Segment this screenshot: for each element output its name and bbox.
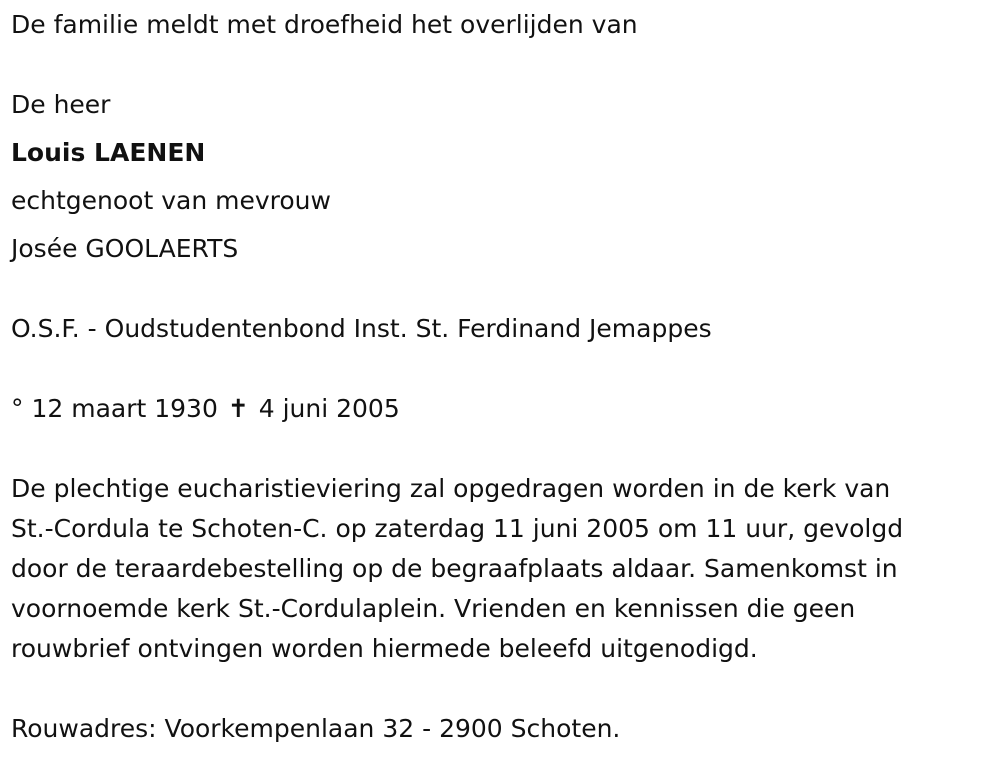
- mourning-address: Rouwadres: Voorkempenlaan 32 - 2900 Schoten.: [11, 714, 621, 743]
- birth-date: 12 maart 1930: [31, 394, 218, 423]
- ceremony-line: De plechtige eucharistieviering zal opgedragen worden in de kerk van: [11, 474, 891, 503]
- deceased-name: Louis LAENEN: [11, 138, 206, 167]
- ceremony-line: rouwbrief ontvingen worden hiermede beleefd uitgenodigd.: [11, 634, 758, 663]
- salutation: De heer: [11, 90, 111, 119]
- spouse-name: Josée GOOLAERTS: [11, 234, 239, 263]
- ceremony-line: door de teraardebestelling op de begraafplaats aldaar. Samenkomst in: [11, 554, 898, 583]
- life-dates: [11, 394, 400, 424]
- ceremony-line: St.-Cordula te Schoten-C. op zaterdag 11 juni 2005 om 11 uur, gevolgd: [11, 514, 904, 543]
- relation-text: echtgenoot van mevrouw: [11, 186, 331, 215]
- cross-icon: ✝: [227, 394, 249, 423]
- intro-text: De familie meldt met droefheid het overlijden van: [11, 10, 638, 39]
- ceremony-paragraph: [11, 469, 986, 669]
- ceremony-line: voornoemde kerk St.-Cordulaplein. Vrienden en kennissen die geen: [11, 594, 856, 623]
- death-date: 4 juni 2005: [258, 394, 400, 423]
- birth-symbol: °: [11, 394, 24, 423]
- organisation: O.S.F. - Oudstudentenbond Inst. St. Ferdinand Jemappes: [11, 314, 712, 343]
